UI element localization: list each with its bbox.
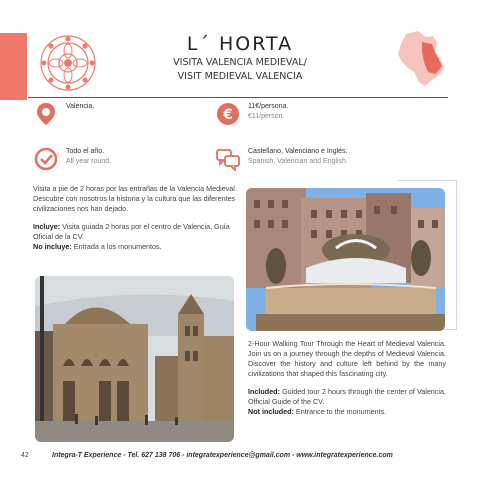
location-text: Valencia. (66, 103, 95, 110)
included-label: Included: (248, 387, 280, 396)
excludes-text: Entrada a los monumentos. (71, 242, 162, 251)
info-languages (216, 147, 348, 171)
not-included-label: Not included: (248, 407, 294, 416)
accent-bar (0, 33, 27, 100)
not-included-text: Entrance to the monuments. (293, 407, 387, 416)
info-location (34, 102, 94, 126)
speech-bubbles-icon (216, 147, 240, 171)
page-number: 42 (21, 452, 29, 459)
subtitle-line-1: VISITA VALENCIA MEDIEVAL/ (173, 57, 307, 68)
included-line (248, 387, 446, 417)
includes-text: Visita guiada 2 horas por el centro de Valencia, Guía Oficial de la CV. (33, 222, 230, 241)
valencia-map-icon (392, 28, 448, 90)
intro-paragraph: Visita a pie de 2 horas por las entrañas de la Valencia Medieval. Descubre con nosotros la historia y la cultura que las diferentes civilizaciones nos han dejado. (33, 184, 237, 213)
header-divider (28, 97, 448, 98)
location-pin-icon (34, 102, 58, 126)
season-es: Todo el año. (66, 148, 105, 155)
check-circle-icon (34, 147, 58, 171)
subtitle-line-2: VISIT MEDIEVAL VALENCIA (177, 71, 303, 82)
cathedral-illustration (35, 276, 234, 442)
title-block (150, 33, 330, 83)
description-paragraph: 2-Hour Walking Tour Through the Heart of Medieval Valencia. Join us on a journey through the depths of Medieval Valencia. Discover the history and culture left behind by the many civilizations that shaped this fascinating city. (248, 339, 446, 378)
season-en: All year round. (66, 158, 112, 165)
languages-es: Castellano, Valenciano e Inglés. (248, 148, 348, 155)
excludes-label: No incluye: (33, 242, 72, 251)
info-season (34, 147, 111, 171)
includes-label: Incluye: (33, 222, 61, 231)
info-price (216, 102, 288, 126)
footer-contact: Integra-T Experience - Tel. 627 138 706 - integratexperience@gmail.com - www.integratexperience.com (52, 452, 393, 459)
page-title: L´ HORTA (186, 33, 294, 55)
fountain-illustration (246, 188, 445, 331)
price-en: €11/person. (248, 113, 285, 120)
included-text: Guided tour 2 hours through the center of Valencia, Official Guide of the CV. (248, 387, 446, 406)
svg-text:€: € (223, 107, 233, 123)
price-es: 11€/persona. (248, 103, 289, 110)
fountain-photo (246, 188, 445, 331)
includes-line (33, 222, 238, 252)
languages-en: Spanish, Valencian and English. (248, 158, 348, 165)
euro-icon (216, 102, 240, 126)
mandala-logo-icon (38, 33, 98, 93)
description-english (248, 339, 446, 425)
intro-spanish (33, 184, 238, 260)
cathedral-photo (35, 276, 234, 442)
